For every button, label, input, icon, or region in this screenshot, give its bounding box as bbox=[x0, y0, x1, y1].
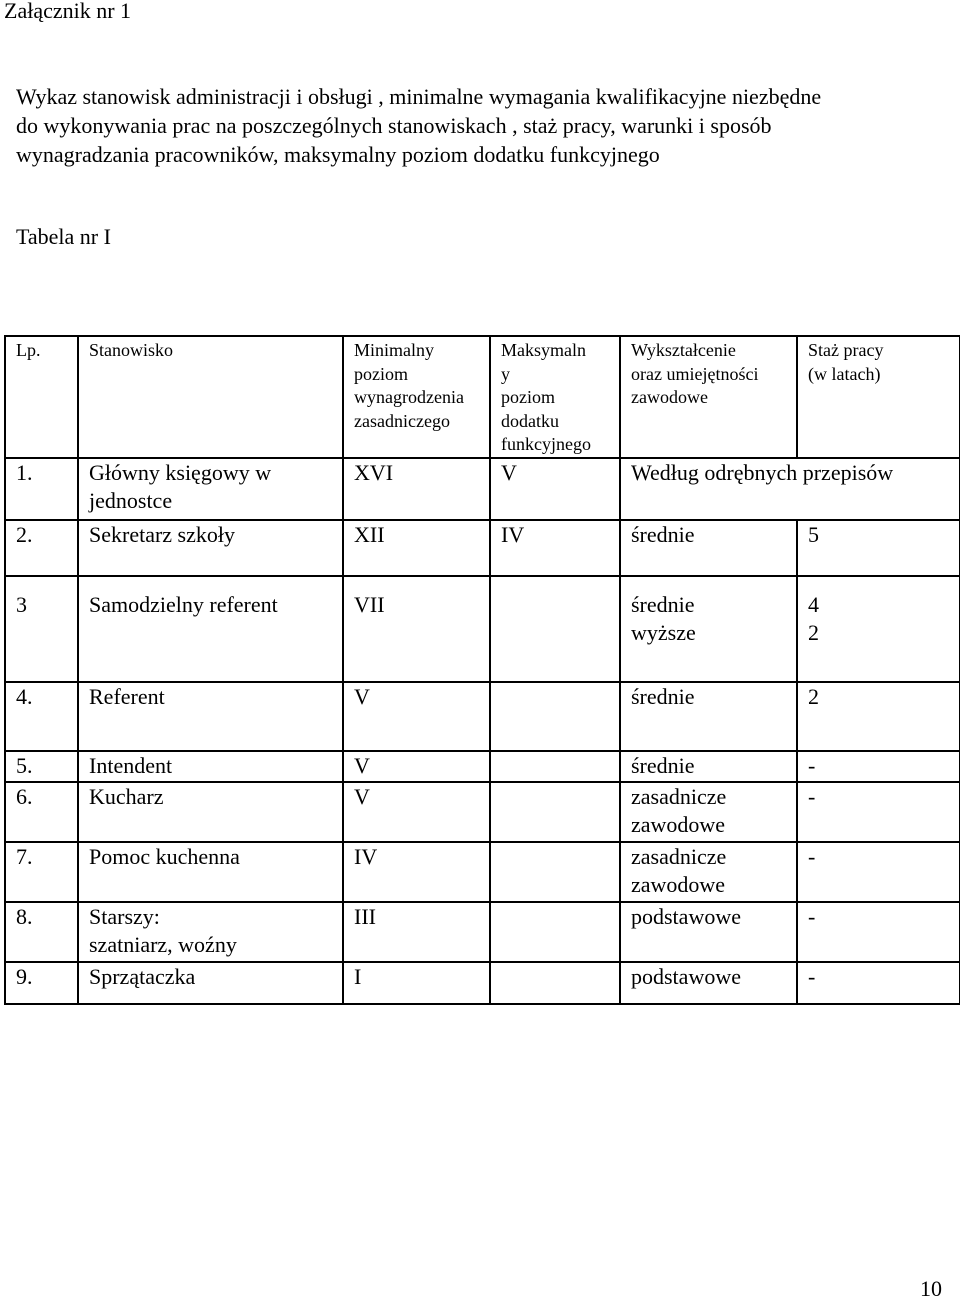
cell-max-allowance: IV bbox=[490, 520, 620, 576]
cell-text: średnie bbox=[631, 591, 695, 617]
table-row bbox=[5, 576, 960, 682]
cell-text: średnie bbox=[631, 683, 695, 709]
cell-seniority bbox=[797, 782, 960, 842]
cell-seniority bbox=[797, 902, 960, 962]
header-text: dodatku bbox=[501, 410, 559, 431]
table-row bbox=[5, 458, 960, 520]
cell-text: zasadnicze bbox=[631, 783, 727, 809]
table-row bbox=[5, 902, 960, 962]
header-max-allowance bbox=[490, 336, 620, 458]
cell-text: Referent bbox=[89, 683, 165, 709]
cell-min-salary: VII bbox=[343, 576, 490, 682]
table-row bbox=[5, 751, 960, 782]
cell-lp: 4. bbox=[5, 682, 78, 751]
cell-seniority bbox=[797, 842, 960, 902]
header-text: Maksymaln bbox=[501, 340, 586, 360]
header-text: funkcyjnego bbox=[501, 434, 591, 454]
cell-text: Sprzątaczka bbox=[89, 963, 196, 989]
cell-max-allowance bbox=[490, 962, 620, 1004]
cell-position bbox=[78, 520, 343, 576]
positions-table bbox=[4, 335, 960, 1005]
cell-position bbox=[78, 902, 343, 962]
cell-min-salary: V bbox=[343, 782, 490, 842]
cell-lp: 9. bbox=[5, 962, 78, 1004]
cell-education bbox=[620, 902, 797, 962]
cell-position bbox=[78, 962, 343, 1004]
header-text: wynagrodzenia bbox=[354, 387, 464, 407]
cell-text: podstawowe bbox=[631, 903, 741, 929]
table-row bbox=[5, 842, 960, 902]
cell-education: Według odrębnych przepisów bbox=[620, 458, 960, 520]
header-text: poziom bbox=[354, 363, 408, 384]
cell-max-allowance bbox=[490, 782, 620, 842]
cell-position bbox=[78, 842, 343, 902]
cell-education bbox=[620, 782, 797, 842]
cell-text: średnie bbox=[631, 752, 695, 778]
header-text: poziom bbox=[501, 387, 555, 407]
header-text: zawodowe bbox=[631, 387, 708, 407]
cell-education bbox=[620, 520, 797, 576]
header-seniority bbox=[797, 336, 960, 458]
cell-min-salary: XVI bbox=[343, 458, 490, 520]
cell-text: 5 bbox=[808, 521, 819, 547]
cell-text: zawodowe bbox=[631, 811, 726, 837]
cell-max-allowance bbox=[490, 842, 620, 902]
cell-text: Intendent bbox=[89, 752, 173, 778]
cell-lp: 1. bbox=[5, 458, 78, 520]
cell-seniority bbox=[797, 751, 960, 782]
cell-text: - bbox=[808, 843, 816, 869]
cell-min-salary: IV bbox=[343, 842, 490, 902]
table-row bbox=[5, 520, 960, 576]
cell-text: Starszy: bbox=[89, 903, 160, 929]
header-position: Stanowisko bbox=[78, 336, 343, 458]
attachment-label: Załącznik nr 1 bbox=[4, 0, 132, 23]
cell-max-allowance bbox=[490, 682, 620, 751]
cell-text: Sekretarz szkoły bbox=[89, 521, 235, 547]
cell-min-salary: III bbox=[343, 902, 490, 962]
cell-min-salary: V bbox=[343, 682, 490, 751]
header-text: zasadniczego bbox=[354, 410, 450, 431]
cell-position bbox=[78, 576, 343, 682]
cell-text: Kucharz bbox=[89, 783, 164, 809]
cell-position bbox=[78, 782, 343, 842]
cell-max-allowance bbox=[490, 576, 620, 682]
cell-education bbox=[620, 842, 797, 902]
cell-education bbox=[620, 682, 797, 751]
cell-position bbox=[78, 682, 343, 751]
header-text: Staż pracy bbox=[808, 340, 884, 360]
cell-lp: 3 bbox=[5, 576, 78, 682]
header-text: (w latach) bbox=[808, 363, 881, 384]
cell-text: 2 bbox=[808, 619, 819, 645]
cell-max-allowance bbox=[490, 751, 620, 782]
intro-line: wynagradzania pracowników, maksymalny poziom dodatku funkcyjnego bbox=[16, 142, 660, 167]
cell-text: jednostce bbox=[89, 487, 173, 513]
cell-text: wyższe bbox=[631, 619, 696, 645]
cell-lp: 5. bbox=[5, 751, 78, 782]
table-row bbox=[5, 682, 960, 751]
cell-education bbox=[620, 962, 797, 1004]
page-number: 10 bbox=[920, 1276, 942, 1301]
table-header-row bbox=[5, 336, 960, 458]
cell-seniority bbox=[797, 576, 960, 682]
cell-lp: 8. bbox=[5, 902, 78, 962]
intro-paragraph bbox=[16, 82, 946, 169]
intro-line: do wykonywania prac na poszczególnych stanowiskach , staż pracy, warunki i sposób bbox=[16, 113, 772, 138]
cell-lp: 6. bbox=[5, 782, 78, 842]
cell-min-salary: XII bbox=[343, 520, 490, 576]
cell-text: szatniarz, woźny bbox=[89, 931, 237, 957]
cell-lp: 2. bbox=[5, 520, 78, 576]
cell-text: podstawowe bbox=[631, 963, 741, 989]
cell-text: - bbox=[808, 963, 816, 989]
table-row bbox=[5, 782, 960, 842]
cell-seniority bbox=[797, 962, 960, 1004]
cell-text: - bbox=[808, 903, 816, 929]
cell-education bbox=[620, 576, 797, 682]
header-text: Wykształcenie bbox=[631, 340, 736, 360]
cell-text: 4 bbox=[808, 591, 819, 617]
cell-text: zawodowe bbox=[631, 871, 726, 897]
header-text: y bbox=[501, 363, 510, 384]
cell-max-allowance: V bbox=[490, 458, 620, 520]
cell-text: zasadnicze bbox=[631, 843, 727, 869]
cell-min-salary: I bbox=[343, 962, 490, 1004]
cell-min-salary: V bbox=[343, 751, 490, 782]
cell-text: - bbox=[808, 752, 816, 778]
cell-position bbox=[78, 751, 343, 782]
table-row bbox=[5, 962, 960, 1004]
header-text: oraz umiejętności bbox=[631, 363, 759, 384]
cell-lp: 7. bbox=[5, 842, 78, 902]
cell-text: - bbox=[808, 783, 816, 809]
header-education bbox=[620, 336, 797, 458]
cell-seniority bbox=[797, 682, 960, 751]
header-min-salary bbox=[343, 336, 490, 458]
intro-line: Wykaz stanowisk administracji i obsługi , minimalne wymagania kwalifikacyjne niezbędne bbox=[16, 84, 822, 109]
cell-text: Pomoc kuchenna bbox=[89, 843, 240, 869]
cell-text: Samodzielny referent bbox=[89, 591, 278, 617]
cell-text: Główny księgowy w bbox=[89, 459, 272, 485]
header-text: Minimalny bbox=[354, 340, 434, 360]
cell-education bbox=[620, 751, 797, 782]
table-label: Tabela nr I bbox=[16, 224, 111, 249]
cell-text: 2 bbox=[808, 683, 819, 709]
cell-position bbox=[78, 458, 343, 520]
cell-text: średnie bbox=[631, 521, 695, 547]
header-lp: Lp. bbox=[5, 336, 78, 458]
cell-max-allowance bbox=[490, 902, 620, 962]
cell-seniority bbox=[797, 520, 960, 576]
